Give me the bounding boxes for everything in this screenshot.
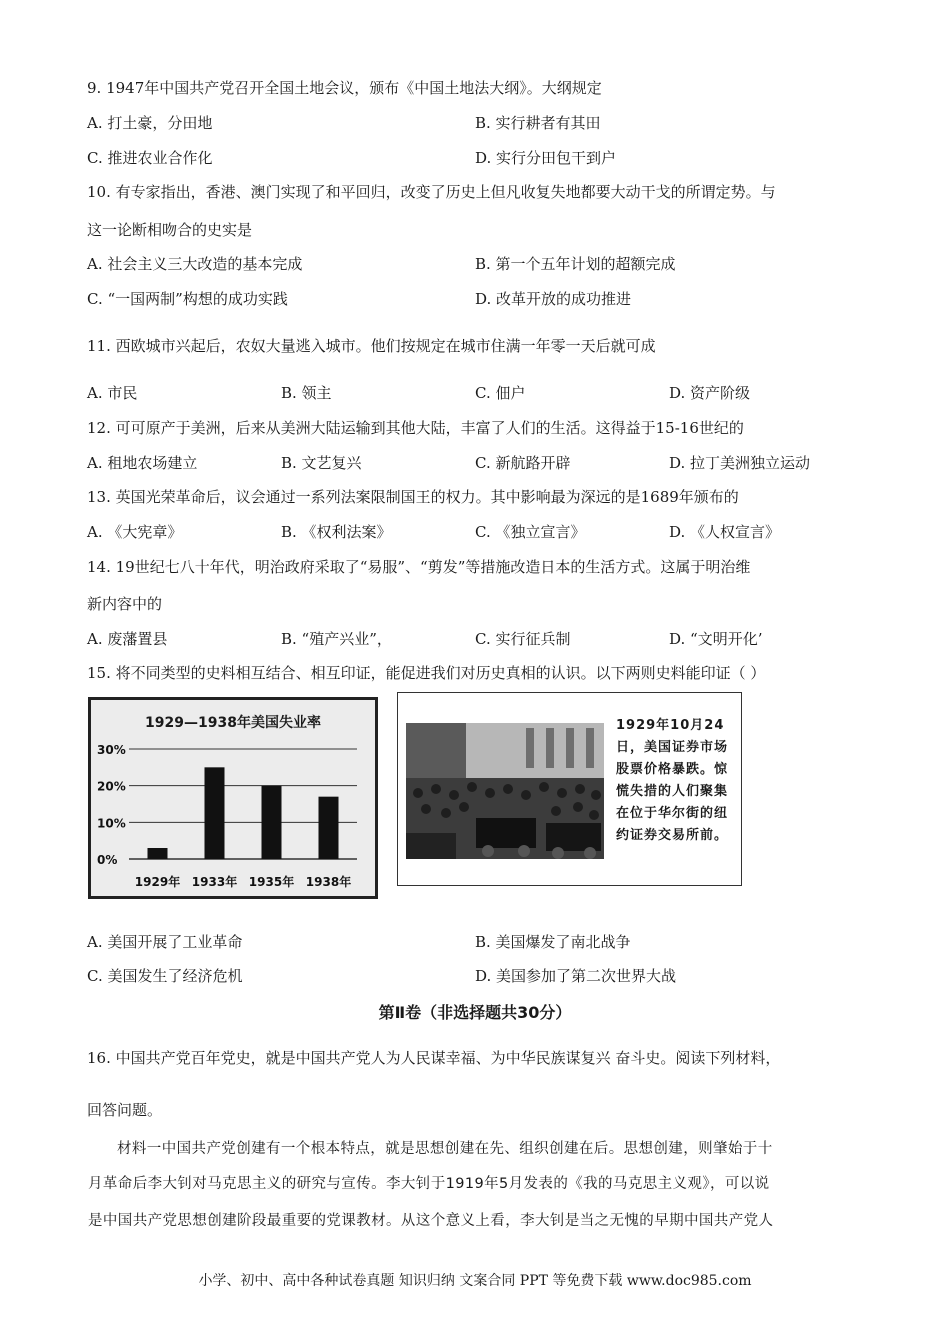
q12-option-b: B. 文艺复兴 <box>281 454 362 472</box>
chart-y-tick-label: 10% <box>97 816 126 831</box>
q10-option-c: C. “一国两制”构想的成功实践 <box>87 290 288 308</box>
q11-option-c: C. 佃户 <box>475 384 526 402</box>
q11-option-a: A. 市民 <box>87 384 138 402</box>
question-15-stem: 15. 将不同类型的史料相互结合、相互印证，能促进我们对历史真相的认识。以下两则史料能印证（ ） <box>87 664 766 682</box>
question-10-stem: 10. 有专家指出，香港、澳门实现了和平回归，改变了历史上但凡收复失地都要大动干戈的所谓定势。与 <box>87 183 776 201</box>
chart-x-tick-label: 1929年 <box>134 875 181 889</box>
photo-caption: 1929年10月24日，美国证券市场股票价格暴跌。惊慌失措的人们聚集在位于华尔街的纽约证券交易所前。 <box>616 718 729 843</box>
chart-bar <box>319 797 339 859</box>
chart-plot <box>91 700 375 896</box>
chart-bar <box>205 767 225 859</box>
chart-x-tick-label: 1938年 <box>305 875 352 889</box>
unemployment-chart <box>88 697 378 899</box>
question-14-stem: 14. 19世纪七八十年代，明治政府采取了“易服”、“剪发”等措施改造日本的生活方式。这属于明治维 <box>87 558 751 576</box>
q14-option-a: A. 废藩置县 <box>87 630 168 648</box>
material-1-line-3: 是中国共产党思想创建阶段最重要的党课教材。从这个意义上看，李大钊是当之无愧的早期中国共产党人 <box>88 1213 774 1229</box>
question-11-stem: 11. 西欧城市兴起后，农奴大量逃入城市。他们按规定在城市住满一年零一天后就可成 <box>87 337 656 355</box>
q14-option-b: B. “殖产兴业”， <box>281 630 392 648</box>
question-16-stem: 16. 中国共产党百年党史，就是中国共产党人为人民谋幸福、为中华民族谋复兴 奋斗史。阅读下列材料， <box>87 1049 781 1067</box>
chart-title: 1929—1938年美国失业率 <box>145 715 321 731</box>
q10-option-a: A. 社会主义三大改造的基本完成 <box>87 255 303 273</box>
question-9-stem: 9. 1947年中国共产党召开全国土地会议，颁布《中国土地法大纲》。大纲规定 <box>87 79 602 97</box>
q13-option-d: D. 《人权宣言》 <box>669 523 781 541</box>
section-2-title: 第Ⅱ卷（非选择题共30分） <box>378 1003 572 1022</box>
q14-option-d: D. “文明开化’ <box>669 630 763 648</box>
material-1-line-1: 材料一中国共产党创建有一个根本特点，就是思想创建在先、组织创建在后。思想创建，则肇始于十 <box>117 1141 773 1157</box>
q15-option-c: C. 美国发生了经济危机 <box>87 967 243 985</box>
question-10-stem-cont: 这一论断相吻合的史实是 <box>87 221 253 239</box>
page-footer: 小学、初中、高中各种试卷真题 知识归纳 文案合同 PPT 等免费下载 www.doc985.com <box>198 1273 752 1289</box>
q11-option-d: D. 资产阶级 <box>669 384 751 402</box>
chart-x-tick-label: 1935年 <box>248 875 295 889</box>
q11-option-b: B. 领主 <box>281 384 332 402</box>
chart-bar <box>148 848 168 859</box>
q15-option-d: D. 美国参加了第二次世界大战 <box>475 967 677 985</box>
q13-option-b: B. 《权利法案》 <box>281 523 392 541</box>
q10-option-d: D. 改革开放的成功推进 <box>475 290 632 308</box>
q14-option-c: C. 实行征兵制 <box>475 630 571 648</box>
chart-y-tick-label: 0% <box>97 853 118 867</box>
chart-bar <box>262 786 282 859</box>
chart-y-tick-label: 20% <box>97 779 126 794</box>
q9-option-a: A. 打土豪，分田地 <box>87 114 213 132</box>
q13-option-c: C. 《独立宣言》 <box>475 523 586 541</box>
q9-option-b: B. 实行耕者有其田 <box>475 114 601 132</box>
chart-x-tick-label: 1933年 <box>191 875 238 889</box>
material-1-line-2: 月革命后李大钊对马克思主义的研究与宣传。李大钊于1919年5月发表的《我的马克思主义观》，可以说 <box>88 1176 770 1192</box>
q12-option-a: A. 租地农场建立 <box>87 454 198 472</box>
question-12-stem: 12. 可可原产于美洲，后来从美洲大陆运输到其他大陆，丰富了人们的生活。这得益于15-16世纪的 <box>87 419 744 437</box>
q12-option-c: C. 新航路开辟 <box>475 454 571 472</box>
question-16-stem-cont: 回答问题。 <box>87 1101 163 1119</box>
q10-option-b: B. 第一个五年计划的超额完成 <box>475 255 676 273</box>
q15-option-a: A. 美国开展了工业革命 <box>87 933 243 951</box>
q9-option-c: C. 推进农业合作化 <box>87 149 213 167</box>
q12-option-d: D. 拉丁美洲独立运动 <box>669 454 811 472</box>
chart-y-tick-label: 30% <box>97 743 126 757</box>
question-14-stem-cont: 新内容中的 <box>87 595 163 613</box>
q13-option-a: A. 《大宪章》 <box>87 523 183 541</box>
wall-street-crowd-photo <box>406 723 604 859</box>
historical-photo-panel <box>397 692 742 886</box>
q9-option-d: D. 实行分田包干到户 <box>475 149 617 167</box>
question-13-stem: 13. 英国光荣革命后，议会通过一系列法案限制国王的权力。其中影响最为深远的是1689年颁布的 <box>87 488 739 506</box>
q15-option-b: B. 美国爆发了南北战争 <box>475 933 631 951</box>
